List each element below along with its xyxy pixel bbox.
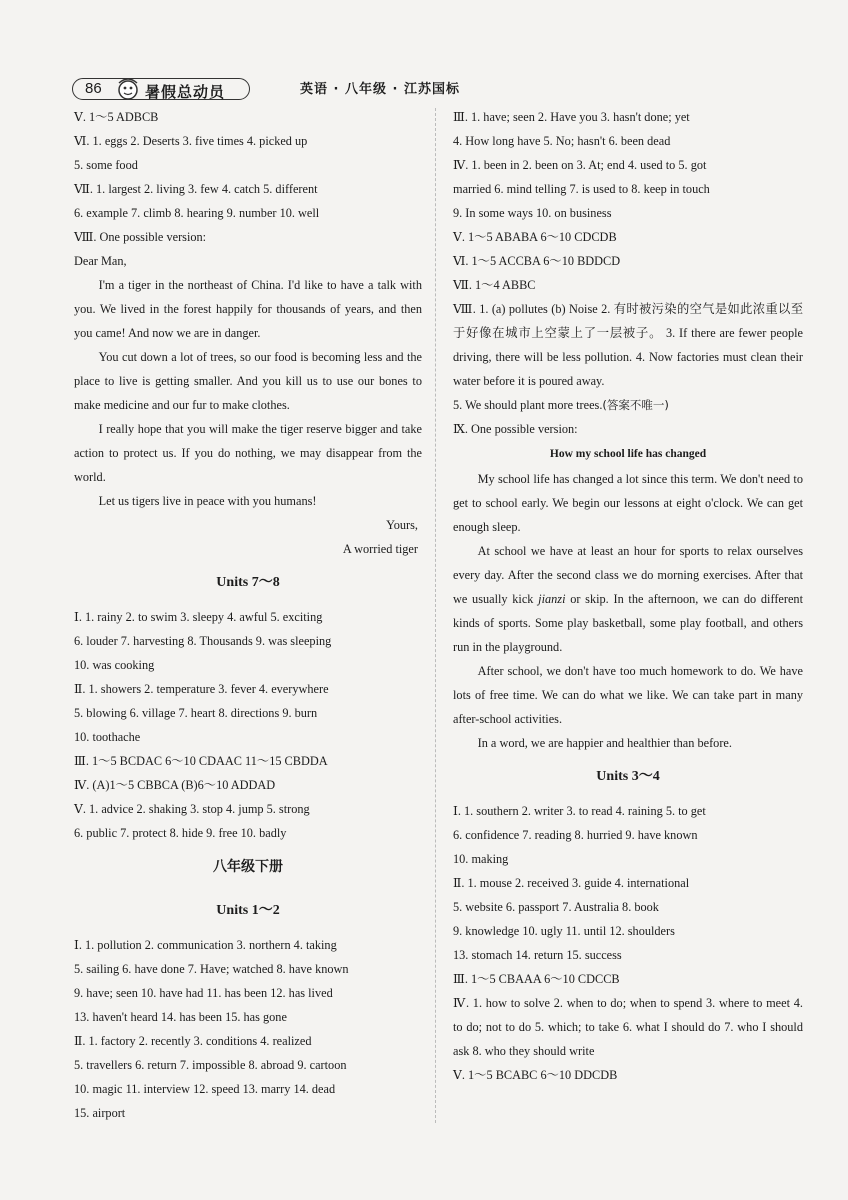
answer-line: 9. knowledge 10. ugly 11. until 12. shoulders [453,924,675,938]
book-title: 暑假总动员 [145,83,226,101]
mascot-icon [113,73,143,103]
answer-line: 10. magic 11. interview 12. speed 13. marry 14. dead [74,1082,336,1096]
section-heading: Units 1～2 [216,903,280,918]
answer-line: Ⅸ. One possible version: [453,422,578,436]
letter-paragraph: You cut down a lot of trees, so our food is becoming less and the place to live is getting smaller. And you kill us to use our bones to make medicine and our fur to make clothes. [74,350,422,412]
answer-line: Ⅲ. 1. have; seen 2. Have you 3. hasn't done; yet [453,110,690,124]
answer-line: 5. blowing 6. village 7. heart 8. directions 9. burn [74,706,318,720]
section-heading: Units 7～8 [216,575,280,590]
answer-line: 10. was cooking [74,658,155,672]
page-header [72,74,802,104]
essay-paragraph: My school life has changed a lot since this term. We don't need to get to school early. We begin our lessons at eight o'clock. We can get enough sleep. [453,472,803,534]
answer-line: 5. website 6. passport 7. Australia 8. book [453,900,659,914]
answer-line: Ⅵ. 1. eggs 2. Deserts 3. five times 4. picked up [74,134,308,148]
right-column [453,105,803,1087]
essay-paragraph: After school, we don't have too much homework to do. We have lots of free time. We can do what we like. We can take part in many after-school activities. [453,664,803,726]
answer-line: Ⅴ. 1～5 BCABC 6～10 DDCDB [453,1068,618,1082]
essay-paragraph: In a word, we are happier and healthier than before. [477,736,732,750]
answer-line: 6. confidence 7. reading 8. hurried 9. have known [453,828,698,842]
answer-line: Ⅶ. 1. largest 2. living 3. few 4. catch 5. different [74,182,318,196]
left-column [74,105,422,1125]
essay-title: How my school life has changed [549,448,707,460]
subject-label: 英语 · 八年级 · 江苏国标 [300,82,460,97]
essay-text: At school we have at least an hour for sports to relax ourselves every day. After the second class we do morning exercises. After that we usually kick [453,544,803,606]
answer-line: Ⅱ. 1. factory 2. recently 3. conditions 4. realized [74,1034,312,1048]
answer-line: Ⅰ. 1. rainy 2. to swim 3. sleepy 4. awful 5. exciting [74,610,323,624]
answer-line: Ⅰ. 1. southern 2. writer 3. to read 4. raining 5. to get [453,804,706,818]
answer-line: 5. some food [74,158,138,172]
answer-line: Ⅴ. 1～5 ADBCB [74,110,159,124]
essay-paragraph [453,539,803,659]
answer-line [453,393,803,417]
answer-line: Ⅶ. 1～4 ABBC [453,278,536,292]
answer-line: 9. In some ways 10. on business [453,206,612,220]
answer-line: Ⅷ. One possible version: [74,230,207,244]
answer-line: Ⅳ. (A)1～5 CBBCA (B)6～10 ADDAD [74,778,276,792]
answer-paragraph: Ⅷ. 1. (a) pollutes (b) Noise 2. 有时被污染的空气是如此浓重以至于好像在城市上空蒙上了一层被子。 3. If there are fewer people driving, there will be less pollution. 4. Now factories must clean their water before it is poured away. [453,302,803,388]
answer-line: married 6. mind telling 7. is used to 8. keep in touch [453,182,710,196]
section-heading: Units 3～4 [596,769,660,784]
answer-line: 6. example 7. climb 8. hearing 9. number 10. well [74,206,320,220]
header-badge [72,78,250,100]
answer-line: Ⅱ. 1. mouse 2. received 3. guide 4. international [453,876,690,890]
answer-line: 9. have; seen 10. have had 11. has been 12. has lived [74,986,333,1000]
letter-closing: Yours, [386,518,418,532]
answer-line: 5. sailing 6. have done 7. Have; watched 8. have known [74,962,349,976]
volume-heading: 八年级下册 [213,859,283,875]
answer-line: 6. louder 7. harvesting 8. Thousands 9. was sleeping [74,634,332,648]
page-number: 86 [85,80,102,97]
answer-note: (答案不唯一) [602,398,669,412]
answer-line: 10. toothache [74,730,141,744]
answer-line: Ⅳ. 1. been in 2. been on 3. At; end 4. used to 5. got [453,158,707,172]
letter-paragraph: I really hope that you will make the tiger reserve bigger and take action to protect us. If you do nothing, we may disappear from the world. [74,422,422,484]
answer-line: Ⅰ. 1. pollution 2. communication 3. northern 4. taking [74,938,337,952]
answer-line: 10. making [453,852,509,866]
answer-line: Ⅲ. 1～5 BCDAC 6～10 CDAAC 11～15 CBDDA [74,754,328,768]
answer-line: Ⅵ. 1～5 ACCBA 6～10 BDDCD [453,254,621,268]
answer-line: Ⅴ. 1. advice 2. shaking 3. stop 4. jump 5. strong [74,802,310,816]
answer-paragraph: Ⅳ. 1. how to solve 2. when to do; when to spend 3. where to meet 4. to do; not to do 5. which; to take 6. what I should do 7. who I should ask 8. who they should write [453,996,803,1058]
answer-line: 5. travellers 6. return 7. impossible 8. abroad 9. cartoon [74,1058,347,1072]
answer-line: 13. haven't heard 14. has been 15. has gone [74,1010,287,1024]
letter-signature: A worried tiger [342,542,418,556]
essay-text: or skip. In the afternoon, we can do different kinds of sports. Some play basketball, some play football, and others run in the playground. [453,592,803,654]
answer-line: Ⅲ. 1～5 CBAAA 6～10 CDCCB [453,972,620,986]
column-divider [435,108,436,1123]
answer-text: 5. We should plant more trees. [453,398,603,412]
answer-line: Ⅱ. 1. showers 2. temperature 3. fever 4. everywhere [74,682,329,696]
answer-line: Ⅴ. 1～5 ABABA 6～10 CDCDB [453,230,617,244]
answer-line: 13. stomach 14. return 15. success [453,948,622,962]
letter-greeting: Dear Man, [74,254,127,268]
letter-paragraph: I'm a tiger in the northeast of China. I'd like to have a talk with you. We lived in the forest happily for thousands of years, and then you came! And now we are in danger. [74,278,422,340]
letter-paragraph: Let us tigers live in peace with you humans! [98,494,317,508]
answer-line: 4. How long have 5. No; hasn't 6. been dead [453,134,671,148]
essay-italic-word: jianzi [538,592,566,606]
answer-line: 6. public 7. protect 8. hide 9. free 10. badly [74,826,287,840]
answer-line: 15. airport [74,1106,126,1120]
